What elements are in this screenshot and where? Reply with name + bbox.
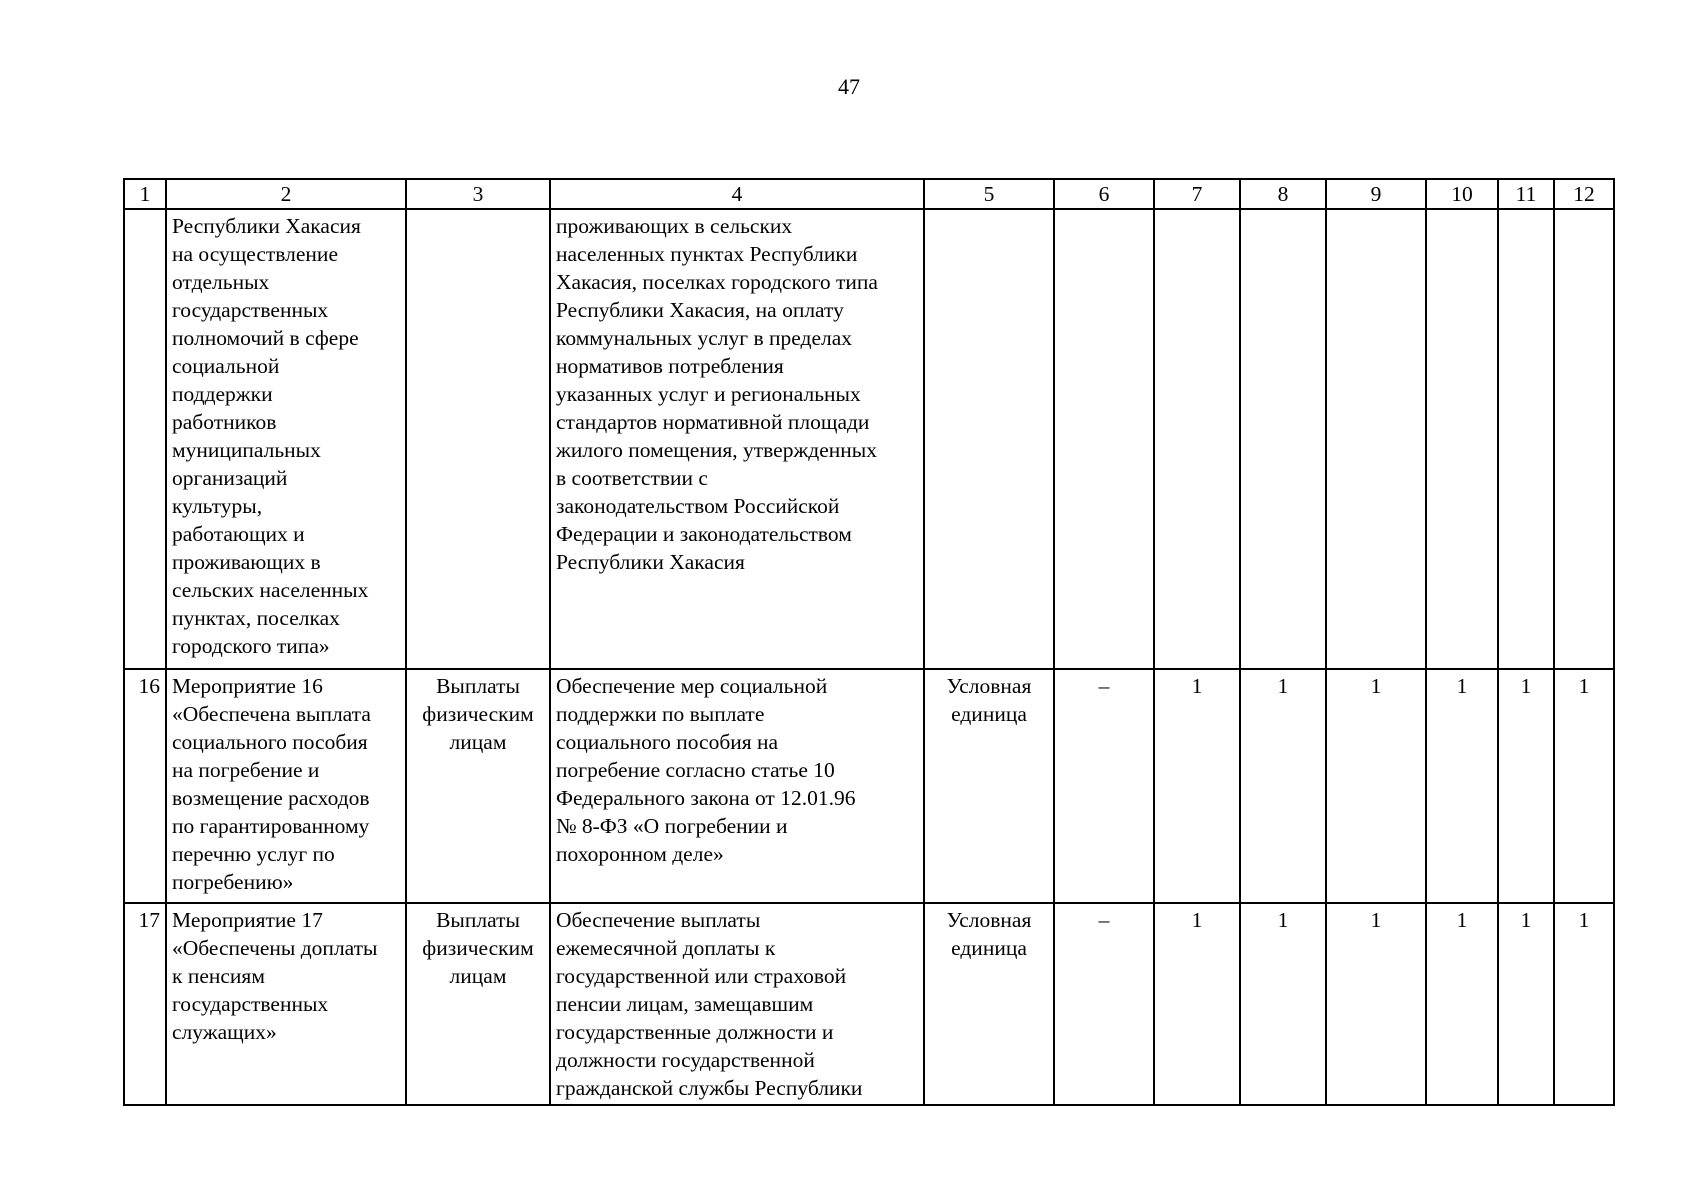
- table-row: [124, 903, 1614, 1105]
- value-col-9: [1326, 209, 1426, 669]
- value-col-6: –: [1054, 903, 1154, 1105]
- value-col-6: [1054, 209, 1154, 669]
- table-row: [124, 669, 1614, 903]
- value-col-7: 1: [1154, 669, 1240, 903]
- value-col-11: 1: [1498, 669, 1554, 903]
- value-col-11: 1: [1498, 903, 1554, 1105]
- column-header: 4: [550, 179, 924, 209]
- column-header: 12: [1554, 179, 1614, 209]
- row-number: 17: [124, 903, 166, 1105]
- measure-type: Выплаты физическим лицам: [406, 903, 550, 1105]
- column-header: 7: [1154, 179, 1240, 209]
- column-header: 5: [924, 179, 1054, 209]
- program-table: [123, 178, 1615, 1106]
- value-col-11: [1498, 209, 1554, 669]
- row-number: [124, 209, 166, 669]
- column-header: 2: [166, 179, 406, 209]
- measure-name: Мероприятие 16 «Обеспечена выплата социального пособия на погребение и возмещение расходов по гарантированному перечню услуг по погребению»: [166, 669, 406, 903]
- unit-of-measure: Условная единица: [924, 669, 1054, 903]
- column-header: 1: [124, 179, 166, 209]
- value-col-10: 1: [1426, 669, 1498, 903]
- value-col-9: 1: [1326, 669, 1426, 903]
- measure-type: [406, 209, 550, 669]
- value-col-8: 1: [1240, 669, 1326, 903]
- value-col-6: –: [1054, 669, 1154, 903]
- value-col-8: [1240, 209, 1326, 669]
- row-number: 16: [124, 669, 166, 903]
- column-header: 9: [1326, 179, 1426, 209]
- value-col-10: [1426, 209, 1498, 669]
- value-col-7: [1154, 209, 1240, 669]
- measure-type: Выплаты физическим лицам: [406, 669, 550, 903]
- value-col-8: 1: [1240, 903, 1326, 1105]
- column-header: 11: [1498, 179, 1554, 209]
- value-col-12: 1: [1554, 669, 1614, 903]
- measure-name: Республики Хакасия на осуществление отдельных государственных полномочий в сфере социальной поддержки работников муниципальных организаций культуры, работающих и проживающих в сельских населенных пунктах, поселках городского типа»: [166, 209, 406, 669]
- column-header: 3: [406, 179, 550, 209]
- unit-of-measure: [924, 209, 1054, 669]
- value-col-12: [1554, 209, 1614, 669]
- value-col-7: 1: [1154, 903, 1240, 1105]
- table-row: [124, 209, 1614, 669]
- value-col-10: 1: [1426, 903, 1498, 1105]
- value-col-9: 1: [1326, 903, 1426, 1105]
- unit-of-measure: Условная единица: [924, 903, 1054, 1105]
- value-col-12: 1: [1554, 903, 1614, 1105]
- column-header: 10: [1426, 179, 1498, 209]
- page-number: 47: [838, 74, 860, 99]
- measure-description: Обеспечение выплаты ежемесячной доплаты к государственной или страховой пенсии лицам, замещавшим государственные должности и должности государственной гражданской службы Республики: [550, 903, 924, 1105]
- column-header: 8: [1240, 179, 1326, 209]
- header-row: [124, 179, 1614, 209]
- measure-description: проживающих в сельских населенных пунктах Республики Хакасия, поселках городского типа Республики Хакасия, на оплату коммунальных услуг в пределах нормативов потребления указанных услуг и региональных стандартов нормативной площади жилого помещения, утвержденных в соответствии с законодательством Российской Федерации и законодательством Республики Хакасия: [550, 209, 924, 669]
- column-header: 6: [1054, 179, 1154, 209]
- measure-description: Обеспечение мер социальной поддержки по выплате социального пособия на погребение согласно статье 10 Федерального закона от 12.01.96 № 8-ФЗ «О погребении и похоронном деле»: [550, 669, 924, 903]
- measure-name: Мероприятие 17 «Обеспечены доплаты к пенсиям государственных служащих»: [166, 903, 406, 1105]
